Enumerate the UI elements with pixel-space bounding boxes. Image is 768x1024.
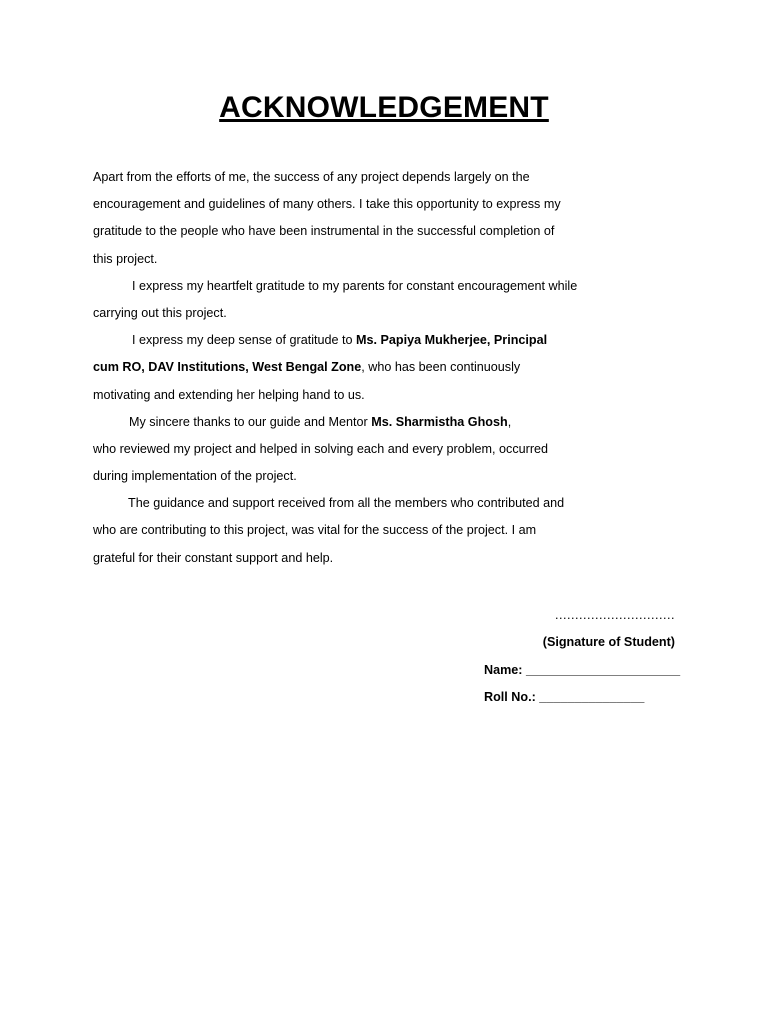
paragraph-4-line-2: who reviewed my project and helped in solving each and every problem, occurred <box>93 441 549 456</box>
principal-title: cum RO, DAV Institutions, West Bengal Zone <box>93 360 362 375</box>
principal-name: Ms. Papiya Mukherjee, Principal <box>356 333 548 348</box>
paragraph-1-line-2: encouragement and guidelines of many others. I take this opportunity to express my <box>93 197 561 212</box>
paragraph-3-text-cont: , who has been continuously <box>361 360 521 375</box>
paragraph-1-line-3: gratitude to the people who have been instrumental in the successful completion of <box>93 224 555 239</box>
paragraph-2-line-1: I express my heartfelt gratitude to my parents for constant encouragement while <box>132 278 578 293</box>
page-title: ACKNOWLEDGEMENT <box>219 91 549 124</box>
paragraph-3-text: I express my deep sense of gratitude to <box>132 333 357 348</box>
name-field: Name: ______________________ <box>484 663 681 677</box>
paragraph-2-line-2: carrying out this project. <box>93 305 227 320</box>
paragraph-5-line-3: grateful for their constant support and help. <box>93 550 334 565</box>
paragraph-5-line-2: who are contributing to this project, was vital for the success of the project. I am <box>93 523 537 538</box>
roll-number-field: Roll No.: _______________ <box>484 690 645 705</box>
paragraph-5-line-1: The guidance and support received from all the members who contributed and <box>128 496 565 511</box>
paragraph-4-line-1 <box>93 409 653 436</box>
signature-label: (Signature of Student) <box>542 635 675 649</box>
paragraph-1-line-4: this project. <box>93 251 158 266</box>
paragraph-3-line-1 <box>93 327 653 354</box>
paragraph-4-comma: , <box>507 414 512 429</box>
acknowledgement-body <box>93 164 653 572</box>
paragraph-3-line-2 <box>93 354 653 381</box>
paragraph-1-line-1: Apart from the efforts of me, the success of any project depends largely on the <box>93 170 530 184</box>
paragraph-3-line-3: motivating and extending her helping hand to us. <box>93 387 365 402</box>
paragraph-4-text: My sincere thanks to our guide and Mentor <box>129 414 372 429</box>
mentor-name: Ms. Sharmistha Ghosh <box>371 414 508 429</box>
paragraph-4-line-3: during implementation of the project. <box>93 469 297 484</box>
signature-line: .............................. <box>555 608 675 622</box>
student-details <box>484 657 680 711</box>
